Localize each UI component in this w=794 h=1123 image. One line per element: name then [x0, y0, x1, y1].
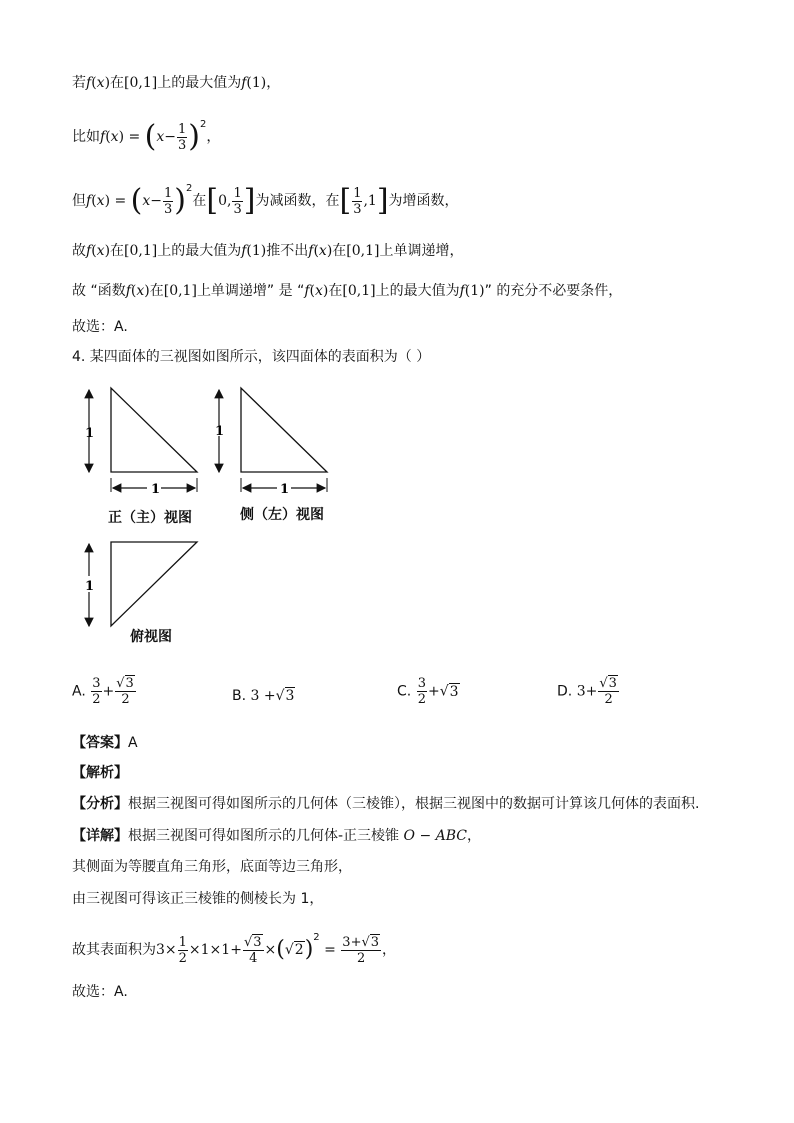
text: ， — [467, 828, 482, 844]
option-d[interactable]: D. 3+ $\frac{√3}{2}$ — [557, 676, 617, 707]
option-a-label: A. — [72, 683, 86, 700]
solution-line-2: 其侧面为等腰直角三角形，底面等边三角形， — [72, 859, 352, 875]
analysis-tag: 【解析】 — [72, 765, 128, 781]
text-line-6: 故选：A. — [72, 319, 128, 335]
text-line-2: 比如f(x) = (x− $\frac{1}{3}$ )$^2$， — [72, 119, 221, 154]
fenxi-text: 根据三视图可得如图所示的几何体（三棱锥），根据三视图中的数据可计算该几何体的表面积. — [128, 796, 700, 812]
option-b[interactable]: B. 3 +√3 — [232, 688, 295, 704]
front-height-label: 1 — [85, 426, 95, 441]
text: 故 — [72, 243, 86, 259]
option-b-value: 3 + — [250, 688, 276, 704]
text: 故 “函数 — [72, 283, 126, 299]
option-c-label: C. — [397, 683, 412, 700]
text: 故其表面积为 — [72, 942, 156, 958]
top-view — [85, 542, 197, 626]
front-view-caption: 正（主）视图 — [108, 510, 192, 526]
text: 在 — [110, 243, 125, 259]
option-b-label: B. — [232, 688, 247, 704]
xiangjie-tag: 【详解】 — [72, 828, 128, 844]
text: 在 — [328, 283, 343, 299]
answer-value: A — [128, 735, 138, 751]
text: 但 — [72, 193, 86, 209]
text: 在 — [110, 75, 125, 91]
text: 上的最大值为 — [157, 243, 242, 259]
text: 若 — [72, 75, 86, 91]
solution-line-3: 由三视图可得该正三棱锥的侧棱长为 1， — [72, 891, 324, 907]
text: 为增函数， — [388, 193, 459, 209]
text: 推不出 — [266, 243, 309, 259]
question-4: 4. 某四面体的三视图如图所示，该四面体的表面积为（ ） — [72, 349, 431, 365]
text-line-3: 但f(x) = (x− $\frac{1}{3}$ )$^2$在[0, $\frac{1}{3}$ ]为减函数，在[ $\frac{1}{3}$ ,1]为增函数， — [72, 183, 459, 218]
side-width-label: 1 — [280, 482, 290, 497]
text: 在 — [149, 283, 164, 299]
text: 上单调递增” 是 “ — [196, 283, 305, 299]
top-height-label: 1 — [85, 579, 95, 594]
side-height-label: 1 — [215, 424, 225, 439]
answer-tag: 【答案】 — [72, 735, 128, 751]
text: 上的最大值为 — [375, 283, 460, 299]
top-view-caption: 俯视图 — [130, 629, 172, 645]
text: ， — [266, 75, 281, 91]
text: 在 — [332, 243, 347, 259]
text: ， — [206, 129, 221, 145]
answer-line — [72, 736, 138, 750]
text: ” 的充分不必要条件， — [484, 283, 623, 299]
option-a[interactable]: A. $\frac{3}{2}$ + $\frac{√3}{2}$ — [72, 676, 134, 707]
front-width-label: 1 — [151, 482, 161, 497]
text: 比如 — [72, 129, 100, 145]
side-view — [215, 388, 327, 497]
option-d-value: 3+ — [576, 683, 598, 700]
text: 上单调递增， — [379, 243, 464, 259]
option-c[interactable]: C. $\frac{3}{2}$ +√3 — [397, 676, 459, 707]
side-view-caption: 侧（左）视图 — [240, 507, 324, 523]
text-line-5: 故 “函数f(x)在[0,1]上单调递增” 是 “f(x)在[0,1]上的最大值为f(1)” 的充分不必要条件， — [72, 283, 623, 299]
text-line-4: 故f(x)在[0,1]上的最大值为f(1)推不出f(x)在[0,1]上单调递增， — [72, 243, 464, 259]
text-line-1: 若f(x)在[0,1]上的最大值为f(1)， — [72, 75, 281, 91]
text: 在 — [192, 193, 207, 209]
text: 为减函数，在 — [255, 193, 340, 209]
text: 上的最大值为 — [157, 75, 242, 91]
text: ， — [382, 942, 397, 958]
xiangjie-text: 根据三视图可得如图所示的几何体-正三棱锥 — [128, 828, 400, 844]
front-view — [85, 388, 197, 497]
fenxi-tag: 【分析】 — [72, 796, 128, 812]
analysis-fenxi — [72, 797, 699, 811]
analysis-xiangjie: 【详解】根据三视图可得如图所示的几何体-正三棱锥 O − ABC， — [72, 828, 482, 844]
option-d-label: D. — [557, 683, 573, 700]
solution-line-4: 故其表面积为3× $\frac{1}{2}$ ×1×1+ $\frac{√3}{4}$ $\times(√2)^2$ = $\frac{3+√3}{2}$ ， — [72, 932, 397, 966]
final-answer-line: 故选：A. — [72, 984, 128, 1000]
